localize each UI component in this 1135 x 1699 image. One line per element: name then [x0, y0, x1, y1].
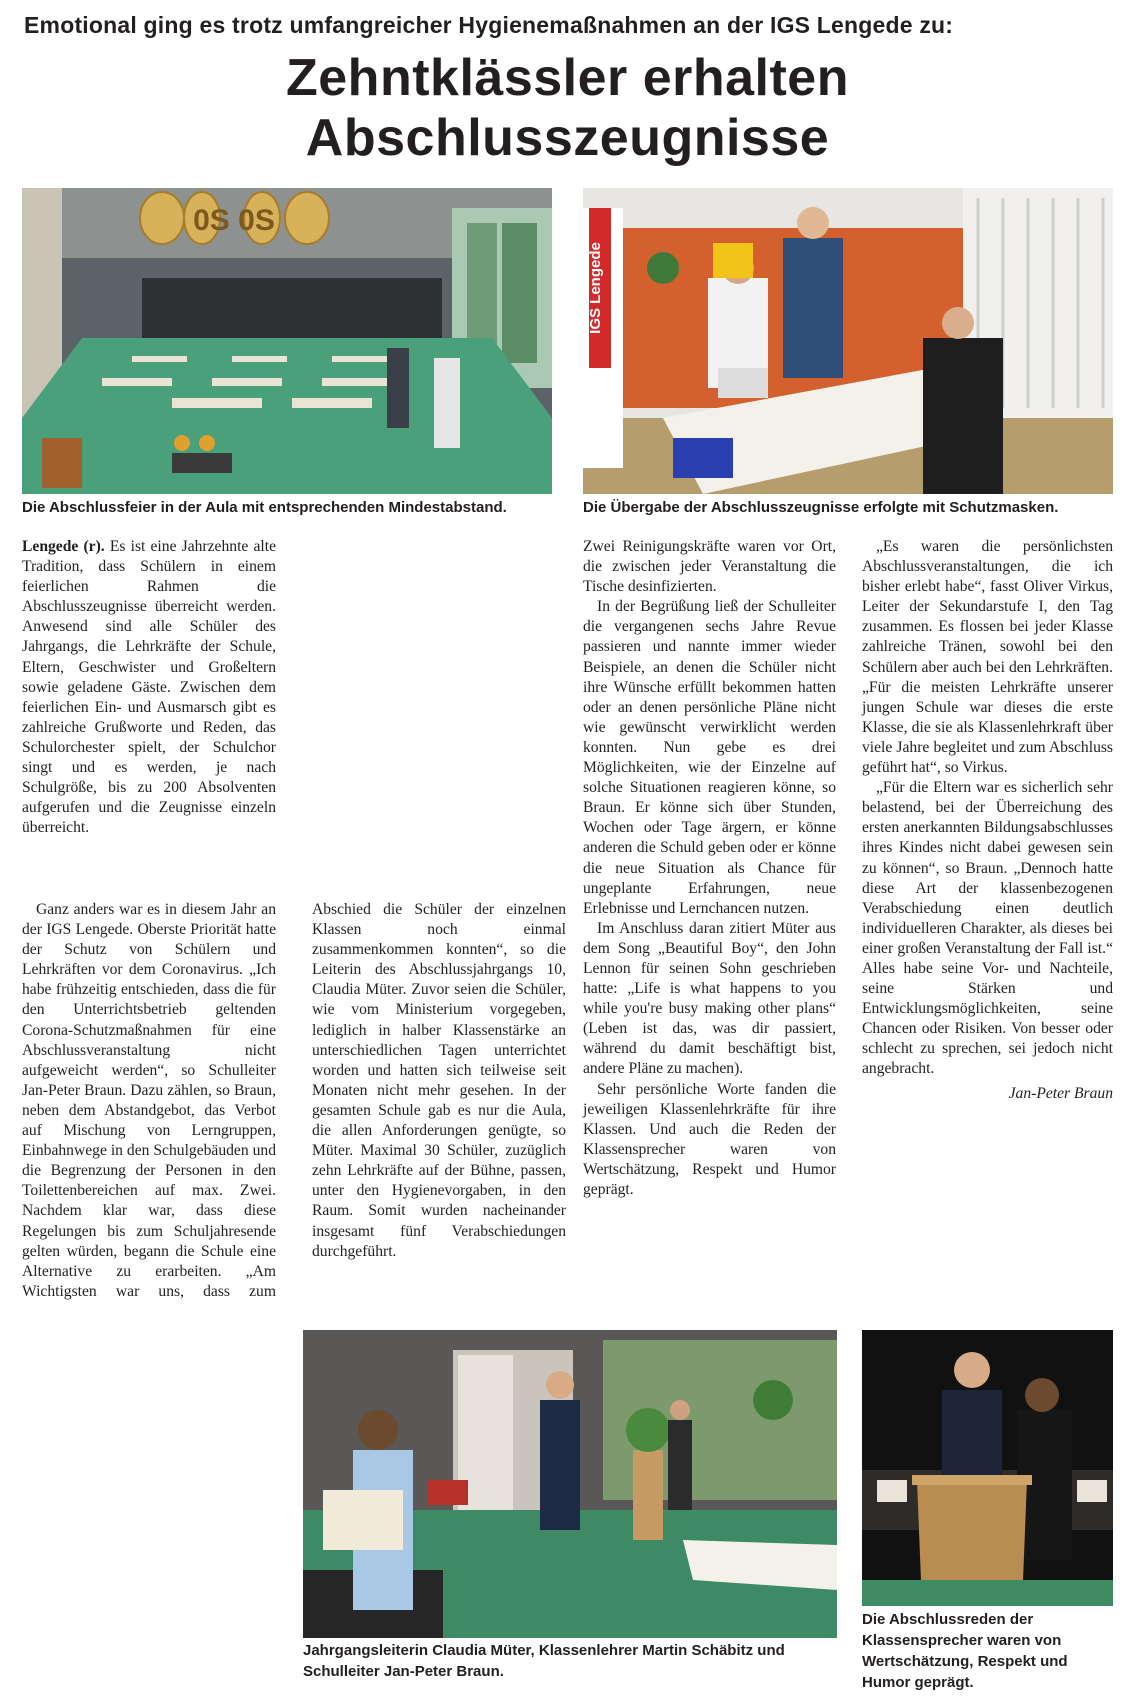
balloon-lettering: 0S 0S	[193, 204, 275, 237]
paragraph-7: „Es waren die persönlichsten Abschlussveranstaltungen, die ich bisher erlebt habe“, fasst Oliver Virkus, Leiter der Sekundarstufe I, den Tag zusammen. Es flossen bei jeder Klasse zahlreiche Tränen, sowohl bei den Schülern aber auch bei den Lehrkräften. „Für die meisten Lehrkräfte unserer jungen Schule war dieses die erste Klasse, die sie als Klassenlehrkraft über viele Jahre begleitet und zum Abschluss geführt hat“, so Virkus.	[862, 538, 1113, 777]
photo-class-speakers	[862, 1330, 1113, 1606]
photo-assembly-hall	[22, 188, 552, 494]
headline	[0, 48, 1135, 168]
banner-lettering: IGS Lengede	[587, 242, 604, 334]
paragraph-8: „Für die Eltern war es sicherlich sehr belastend, bei der Überreichung des ersten anerkannten Bildungsabschlusses ihres Kindes nicht dabei gewesen sein zu können“, so Braun. „Dennoch hatte diese Art der klassenbezogenen Verabschiedung einen deutlich individuelleren Charakter, als dieses bei einer großen Veranstaltung der Fall ist.“ Alles habe seine Vor- und Nachteile, seine Stärken und Entwicklungsmöglichkeiten, seine Chancen oder Risiken. Von besser oder schlecht zu sprechen, sei jedoch nicht angebracht.	[862, 779, 1113, 1078]
caption-line-1: Jahrgangsleiterin Claudia Müter, Klassenlehrer Martin Schäbitz und	[303, 1642, 785, 1659]
caption-photo-teachers-stage	[303, 1640, 843, 1682]
paragraph-6: Sehr persönliche Worte fanden die jeweiligen Klassenlehrkräfte für ihre Klassen. Und auch die Reden der Klassensprecher waren von Wertschätzung, Respekt und Humor geprägt.	[583, 1080, 836, 1198]
caption-photo-assembly-hall: Die Abschlussfeier in der Aula mit entsprechenden Mindestabstand.	[22, 499, 507, 516]
paragraph-3: Zwei Reinigungskräfte waren vor Ort, die zwischen jeder Veranstaltung die Tische desinfizierten.	[583, 538, 836, 596]
article-column-3	[583, 537, 836, 1200]
paragraph-5: Im Anschluss daran zitiert Müter aus dem Song „Beautiful Boy“, den John Lennon für seinen Sohn geschrieben hatte: „Life is what happens to you while you're busy making other plans“ (Leben ist das, was dir passiert, während du damit beschäftigt bist, andere Pläne zu machen).	[583, 919, 836, 1078]
paragraph-4: In der Begrüßung ließ der Schulleiter die vergangenen sechs Jahre Revue passieren und nannte immer wieder Beispiele, an denen die Schüler nicht ihre Wünsche erfüllt bekommen hatten oder an denen persönliche Pläne nicht wie gewünscht verwirklicht werden konnten. Nun gebe es drei Möglichkeiten, wie der Einzelne auf solche Situationen reagieren könne, so Braun. Er könne sich über Stunden, Wochen oder Tage ärgern, er könne anderen die Schuld geben oder er könne die neue Situation als Chance für ungeplante Erfahrungen, neue Erlebnisse und Lernchancen nutzen.	[583, 598, 836, 917]
caption-photo-class-speakers: Die Abschlussreden der Klassensprecher waren von Wertschätzung, Respekt und Humor geprägt.	[862, 1611, 1068, 1691]
caption-photo-certificate-handover: Die Übergabe der Abschlusszeugnisse erfolgte mit Schutzmasken.	[583, 499, 1059, 516]
headline-line-2: Abschlusszeugnisse	[305, 109, 830, 167]
photo-teachers-stage	[303, 1330, 837, 1638]
caption-line-2: Schulleiter Jan-Peter Braun.	[303, 1663, 504, 1680]
author-byline: Jan-Peter Braun	[1008, 1084, 1113, 1102]
article-column-4	[862, 537, 1113, 1104]
article-column-1-2-flow	[22, 900, 566, 1320]
paragraph-1: Lengede (r). Es ist eine Jahrzehnte alte Tradition, dass Schülern in einem feierlichen Rahmen die Abschlusszeugnisse überreicht werden. Anwesend sind alle Schüler des Jahrgangs, die Lehrkräfte der Schule, Eltern, Geschwister und Großeltern sowie geladene Gäste. Zwischen dem feierlichen Ein- und Ausmarsch gibt es zahlreiche Grußworte und Reden, das Schulorchester spielt, der Schulchor singt und es werden, je nach Schulgröße, bis zu 200 Absolventen aufgerufen und die Zeugnisse einzeln überreicht.	[22, 538, 276, 837]
kicker-line: Emotional ging es trotz umfangreicher Hygienemaßnahmen an der IGS Lengede zu:	[24, 12, 954, 38]
paragraph-2: Ganz anders war es in diesem Jahr an der IGS Lengede. Oberste Priorität hatte der Schutz von Schülern und Lehrkräften vor dem Coronavirus. „Ich habe frühzeitig entschieden, dass die für den Unterrichtsbetrieb geltenden Corona-Schutzmaßnahmen für eine Abschlussveranstaltung nicht aufgeweicht werden“, so Schulleiter Jan-Peter Braun. Dazu zählen, so Braun, neben dem Abstandgebot, das Verbot auf Mischung von Lerngruppen, Einbahnwege in den Schulgebäuden und die Begrenzung der Personen in den Toilettenbereichen auf max. Zwei. Nachdem klar war, dass diese Regelungen bis zum Schuljahresende gelten würden, begann die Schule eine Alternative zu erarbeiten. „Am Wichtigsten war uns, dass zum Abschied die Schüler der einzelnen Klassen noch einmal zusammenkommen konnten“, so die Leiterin des Abschlussjahrgangs 10, Claudia Müter. Zuvor seien die Schüler, wie vom Ministerium vorgegeben, lediglich in halber Klassenstärke an unterschiedlichen Tagen unterrichtet worden und hatten sich teilweise seit Monaten nicht mehr gesehen. In der gesamten Schule gab es nur die Aula, die allen Anforderungen genügte, so Müter. Maximal 30 Schüler, zuzüglich zehn Lehrkräfte auf der Bühne, passen, unter den Hygienevorgaben, in den Raum. Somit wurden nacheinander insgesamt fünf Verabschiedungen durchgeführt.	[22, 901, 566, 1300]
photo-certificate-handover	[583, 188, 1113, 494]
headline-line-1: Zehntklässler erhalten	[286, 49, 849, 107]
article-column-1	[22, 537, 276, 838]
dateline: Lengede (r).	[22, 538, 105, 555]
